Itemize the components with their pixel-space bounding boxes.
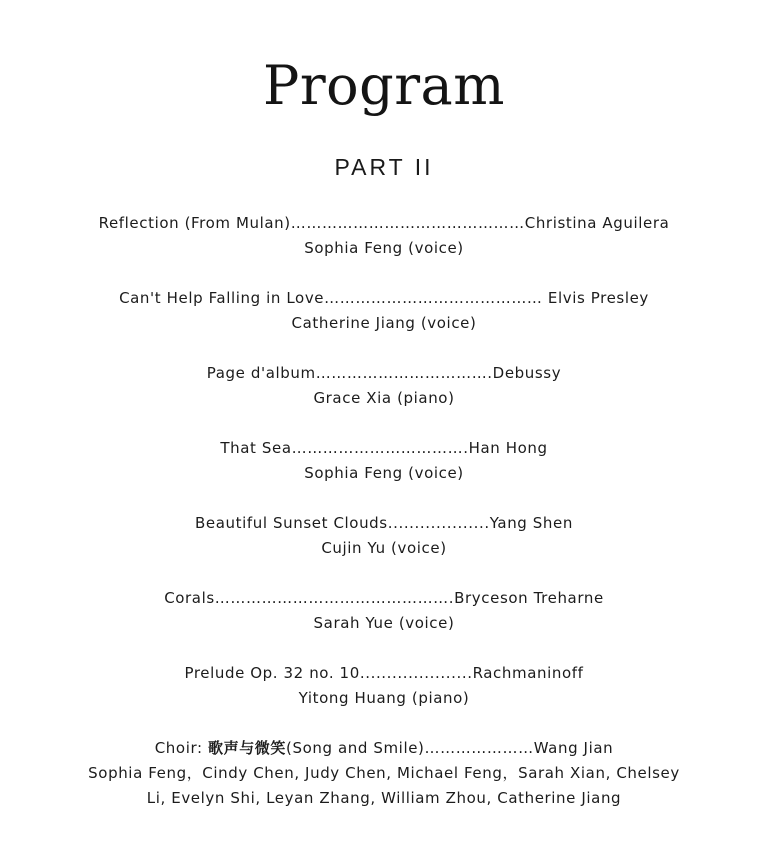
performer: Cujin Yu (voice) <box>321 539 447 557</box>
choir-chinese-title: 歌声与微笑 <box>208 739 287 757</box>
piece-title: Can't Help Falling in Love…………………………………… Elvis Presley <box>119 289 649 307</box>
program-item-4 <box>0 436 768 486</box>
performer: Sophia Feng (voice) <box>304 239 464 257</box>
program-item-5 <box>0 511 768 561</box>
choir-performers-line-1: Sophia Feng，Cindy Chen, Judy Chen, Michael Feng，Sarah Xian, Chelsey <box>88 764 680 782</box>
performer: Grace Xia (piano) <box>313 389 455 407</box>
piece-title: Reflection (From Mulan)………………………………………Christina Aguilera <box>98 214 670 232</box>
performer: Sophia Feng (voice) <box>304 464 464 482</box>
choir-item <box>0 736 768 811</box>
program-item-2 <box>0 286 768 336</box>
program-item-3 <box>0 361 768 411</box>
part-heading: PART II <box>334 154 434 180</box>
performer: Catherine Jiang (voice) <box>291 314 477 332</box>
piece-title: That Sea…………………………….Han Hong <box>220 439 548 457</box>
program-list <box>0 211 768 836</box>
choir-title-rest: (Song and Smile)…………………Wang Jian <box>286 739 614 757</box>
piece-title: Corals……………………………………….Bryceson Treharne <box>164 589 604 607</box>
choir-prefix: Choir: <box>154 739 208 757</box>
choir-performers-line-2: Li, Evelyn Shi, Leyan Zhang, William Zhou, Catherine Jiang <box>146 789 622 807</box>
piece-title: Page d'album…………………………….Debussy <box>206 364 562 382</box>
performer: Yitong Huang (piano) <box>298 689 470 707</box>
performer: Sarah Yue (voice) <box>313 614 455 632</box>
program-item-6 <box>0 586 768 636</box>
program-title: Program <box>263 54 505 117</box>
choir-piece-title <box>0 736 768 761</box>
piece-title: Beautiful Sunset Clouds...................Yang Shen <box>195 514 573 532</box>
program-item-1 <box>0 211 768 261</box>
piece-title: Prelude Op. 32 no. 10.....................Rachmaninoff <box>184 664 584 682</box>
program-item-7 <box>0 661 768 711</box>
